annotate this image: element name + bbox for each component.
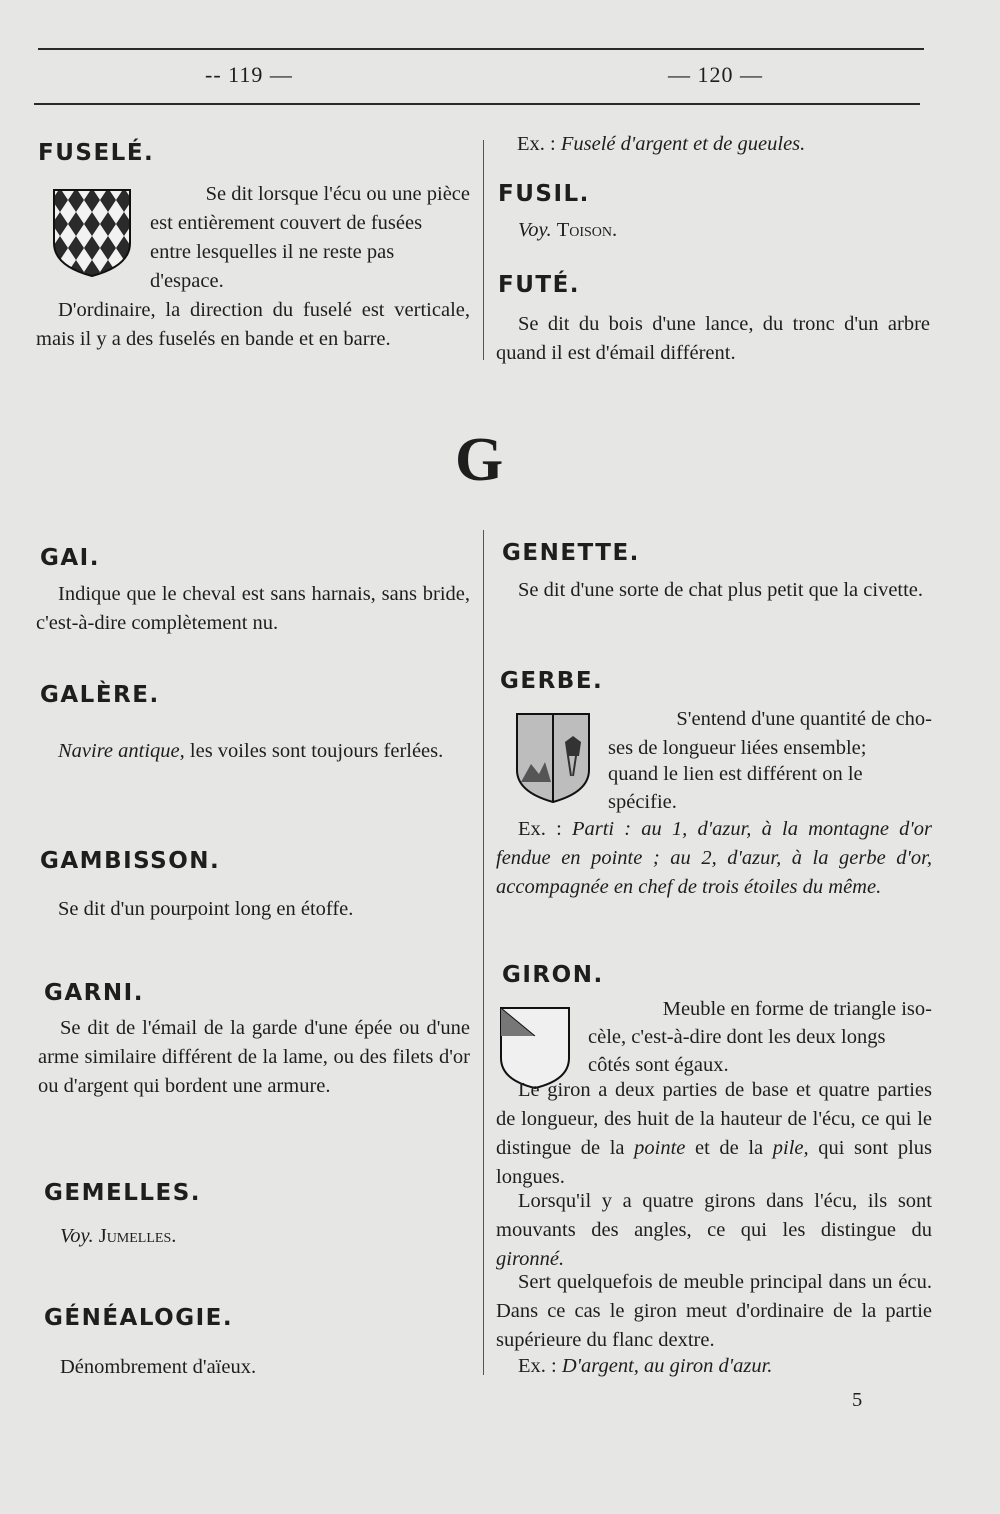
giron-line-2: cèle, c'est-à-dire dont les deux longs <box>588 1026 886 1048</box>
gerbe-example <box>496 815 932 902</box>
garni-text: Se dit de l'émail de la garde d'une épée ou d'une arme similaire différent de la lame, ou des filets d'or ou d'argent qui bordent une armure. <box>38 1017 470 1097</box>
giron-paragraph-3 <box>496 1187 932 1274</box>
genealogie-text: Dénombrement d'aïeux. <box>60 1356 257 1378</box>
entry-heading-fusele: FUSELÉ. <box>38 140 155 166</box>
entry-heading-giron: GIRON. <box>502 962 604 988</box>
gambisson-text: Se dit d'un pourpoint long en étoffe. <box>58 898 354 920</box>
example-text: Parti : au 1, d'azur, à la montagne d'or fendue en pointe ; au 2, d'azur, à la gerbe d'or, accompagnée en chef de trois étoiles du même. <box>496 818 932 898</box>
giron-line-3: côtés sont égaux. <box>588 1054 729 1076</box>
example-prefix: Ex. : <box>518 818 562 840</box>
example-text: D'argent, au giron d'azur. <box>561 1355 773 1377</box>
giron-p2-pointe: pointe <box>634 1137 686 1159</box>
giron-paragraph-4: Sert quelquefois de meuble principal dans un écu. Dans ce cas le giron meut d'ordinaire de la partie supérieure du flanc dextre. <box>496 1271 932 1351</box>
section-letter: G <box>455 426 504 494</box>
giron-p2-b: et de la <box>685 1137 773 1159</box>
gerbe-line-2: ses de longueur liées ensemble; <box>608 737 867 759</box>
galere-text <box>36 737 470 766</box>
entry-heading-genealogie: GÉNÉALOGIE. <box>44 1305 234 1331</box>
example-prefix: Ex. : <box>517 133 556 155</box>
gai-text: Indique que le cheval est sans harnais, sans bride, c'est-à-dire complètement nu. <box>36 583 470 634</box>
entry-heading-galere: GALÈRE. <box>40 682 160 708</box>
giron-line-1: Meuble en forme de triangle iso- <box>662 998 932 1020</box>
example-prefix: Ex. : <box>518 1355 557 1377</box>
gerbe-shield-icon <box>515 712 591 804</box>
reference-target: Toison. <box>556 219 618 241</box>
voy-label: Voy. <box>518 219 552 241</box>
giron-p3-em: gironné. <box>496 1248 565 1270</box>
entry-heading-gemelles: GEMELLES. <box>44 1180 202 1206</box>
example-text: Fuselé d'argent et de gueules. <box>560 133 806 155</box>
fusele-shield-icon <box>52 188 132 278</box>
gerbe-line-1: S'entend d'une quantité de cho- <box>676 708 932 730</box>
gemelles-reference <box>60 1222 176 1251</box>
reference-target: Jumelles. <box>98 1225 177 1247</box>
page-number-left: -- 119 — <box>205 62 293 87</box>
galere-rest: les voiles sont toujours ferlées. <box>184 740 444 762</box>
giron-p2-pile: pile, <box>772 1137 809 1159</box>
top-rule <box>38 48 924 50</box>
fusele-line-3: entre lesquelles il ne reste pas <box>150 241 395 263</box>
giron-paragraph-2 <box>496 1076 932 1192</box>
entry-heading-garni: GARNI. <box>44 980 144 1006</box>
giron-p3-a: Lorsqu'il y a quatre girons dans l'écu, ils sont mouvants des angles, ce qui les distingue du <box>496 1190 932 1241</box>
entry-heading-fute: FUTÉ. <box>498 272 581 298</box>
header-rule <box>34 103 920 105</box>
fusele-line-1: Se dit lorsque l'écu ou une pièce <box>205 183 470 205</box>
entry-heading-gerbe: GERBE. <box>500 668 604 694</box>
gerbe-line-3: quand le lien est différent on le <box>608 763 863 785</box>
entry-heading-gai: GAI. <box>40 545 100 571</box>
column-divider-top <box>483 140 484 360</box>
fusele-line-4: d'espace. <box>150 270 224 292</box>
giron-example <box>496 1352 932 1381</box>
giron-p2-c: qui sont plus longues. <box>496 1137 933 1188</box>
galere-emphasis: Navire antique, <box>58 740 185 762</box>
fute-text: Se dit du bois d'une lance, du tronc d'un arbre quand il est d'émail différent. <box>496 313 930 364</box>
entry-heading-genette: GENETTE. <box>502 540 640 566</box>
voy-label: Voy. <box>60 1225 94 1247</box>
page-number-right: — 120 — <box>668 62 763 87</box>
fusele-example <box>517 130 937 159</box>
giron-p2-a: Le giron a deux parties de base et quatre parties de longueur, des huit de la hauteur de l'écu, ce qui le distingue de la <box>496 1079 932 1159</box>
signature-mark: 5 <box>852 1389 863 1411</box>
fusil-reference <box>518 216 617 245</box>
gerbe-line-4: spécifie. <box>608 791 677 813</box>
fusele-paragraph-2: D'ordinaire, la direction du fuselé est verticale, mais il y a des fuselés en bande et en barre. <box>36 299 470 350</box>
fusele-line-2: est entièrement couvert de fusées <box>150 212 423 234</box>
entry-heading-fusil: FUSIL. <box>498 181 590 207</box>
column-divider-bottom <box>483 530 484 1375</box>
entry-heading-gambisson: GAMBISSON. <box>40 848 221 874</box>
genette-text: Se dit d'une sorte de chat plus petit que la civette. <box>518 579 924 601</box>
